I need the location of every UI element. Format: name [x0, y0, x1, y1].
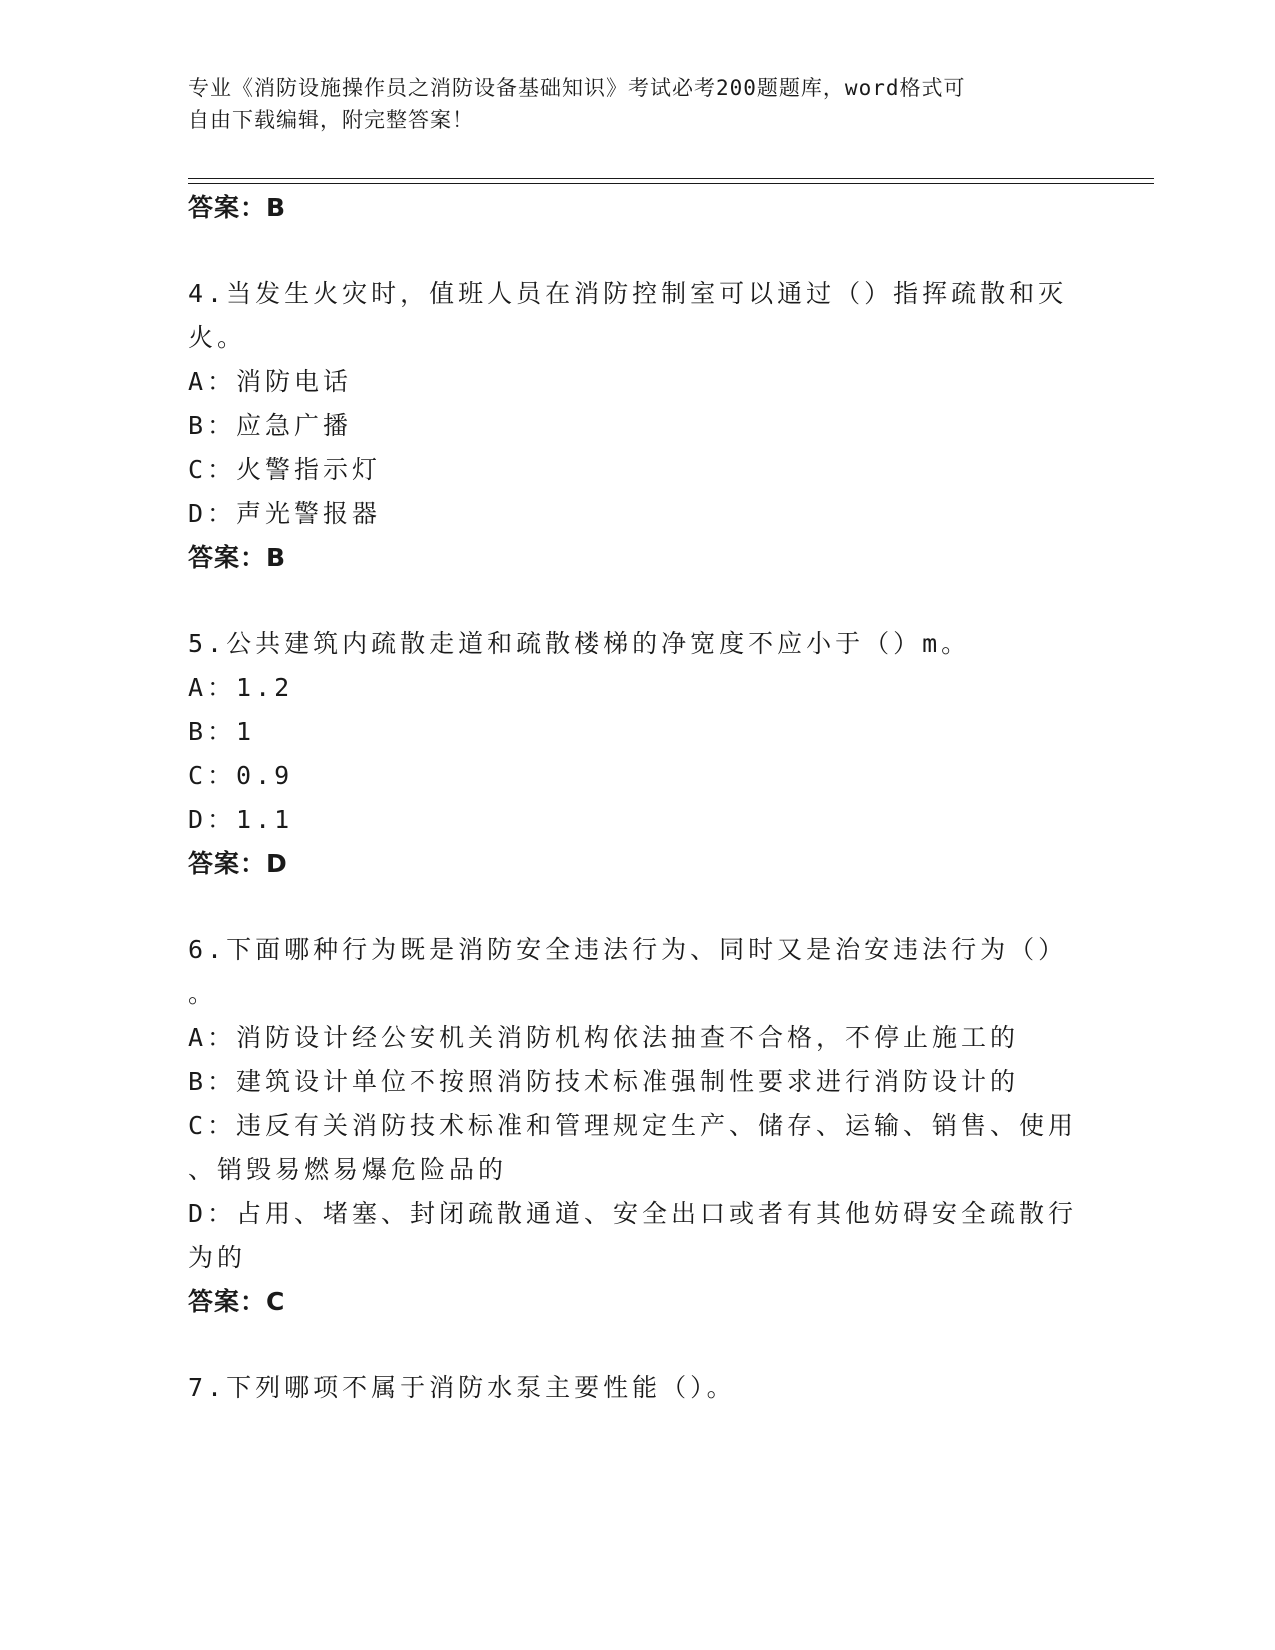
question-6-option-c-line-1: C：违反有关消防技术标准和管理规定生产、储存、运输、销售、使用: [188, 1111, 1078, 1140]
question-4-option-b: B：应急广播: [188, 411, 353, 440]
question-5-stem: 5.公共建筑内疏散走道和疏散楼梯的净宽度不应小于（）m。: [188, 629, 971, 658]
question-5-answer: 答案：D: [188, 849, 288, 878]
question-6-answer: 答案：C: [188, 1287, 286, 1316]
question-6-stem-line-1: 6.下面哪种行为既是消防安全违法行为、同时又是治安违法行为（）: [188, 935, 1068, 964]
header-divider-bottom: [188, 183, 1154, 184]
header-line-1: 专业《消防设施操作员之消防设备基础知识》考试必考200题题库，word格式可: [188, 76, 966, 100]
question-4-stem-line-1: 4.当发生火灾时，值班人员在消防控制室可以通过（）指挥疏散和灭: [188, 279, 1068, 308]
question-5-option-a: A：1.2: [188, 673, 294, 702]
question-6-option-d-line-2: 为的: [188, 1243, 247, 1272]
question-4-option-d: D：声光警报器: [188, 499, 382, 528]
document-header: [188, 72, 1068, 136]
question-4-option-a: A：消防电话: [188, 367, 353, 396]
question-4-stem-line-2: 火。: [188, 323, 247, 352]
question-5-option-c: C：0.9: [188, 761, 294, 790]
question-6-option-b: B：建筑设计单位不按照消防技术标准强制性要求进行消防设计的: [188, 1067, 1020, 1096]
question-4-option-c: C：火警指示灯: [188, 455, 382, 484]
question-7-stem: 7.下列哪项不属于消防水泵主要性能（）。: [188, 1373, 736, 1402]
header-divider-top: [188, 178, 1154, 179]
question-6-stem-line-2: 。: [188, 979, 218, 1008]
question-6-option-a: A：消防设计经公安机关消防机构依法抽查不合格，不停止施工的: [188, 1023, 1020, 1052]
question-5-option-d: D：1.1: [188, 805, 294, 834]
question-6-option-d-line-1: D：占用、堵塞、封闭疏散通道、安全出口或者有其他妨碍安全疏散行: [188, 1199, 1078, 1228]
header-line-2: 自由下载编辑，附完整答案！: [188, 108, 474, 132]
previous-answer: 答案：B: [188, 193, 287, 222]
question-4-answer: 答案：B: [188, 543, 287, 572]
question-6-option-c-line-2: 、销毁易燃易爆危险品的: [188, 1155, 508, 1184]
question-5-option-b: B：1: [188, 717, 256, 746]
